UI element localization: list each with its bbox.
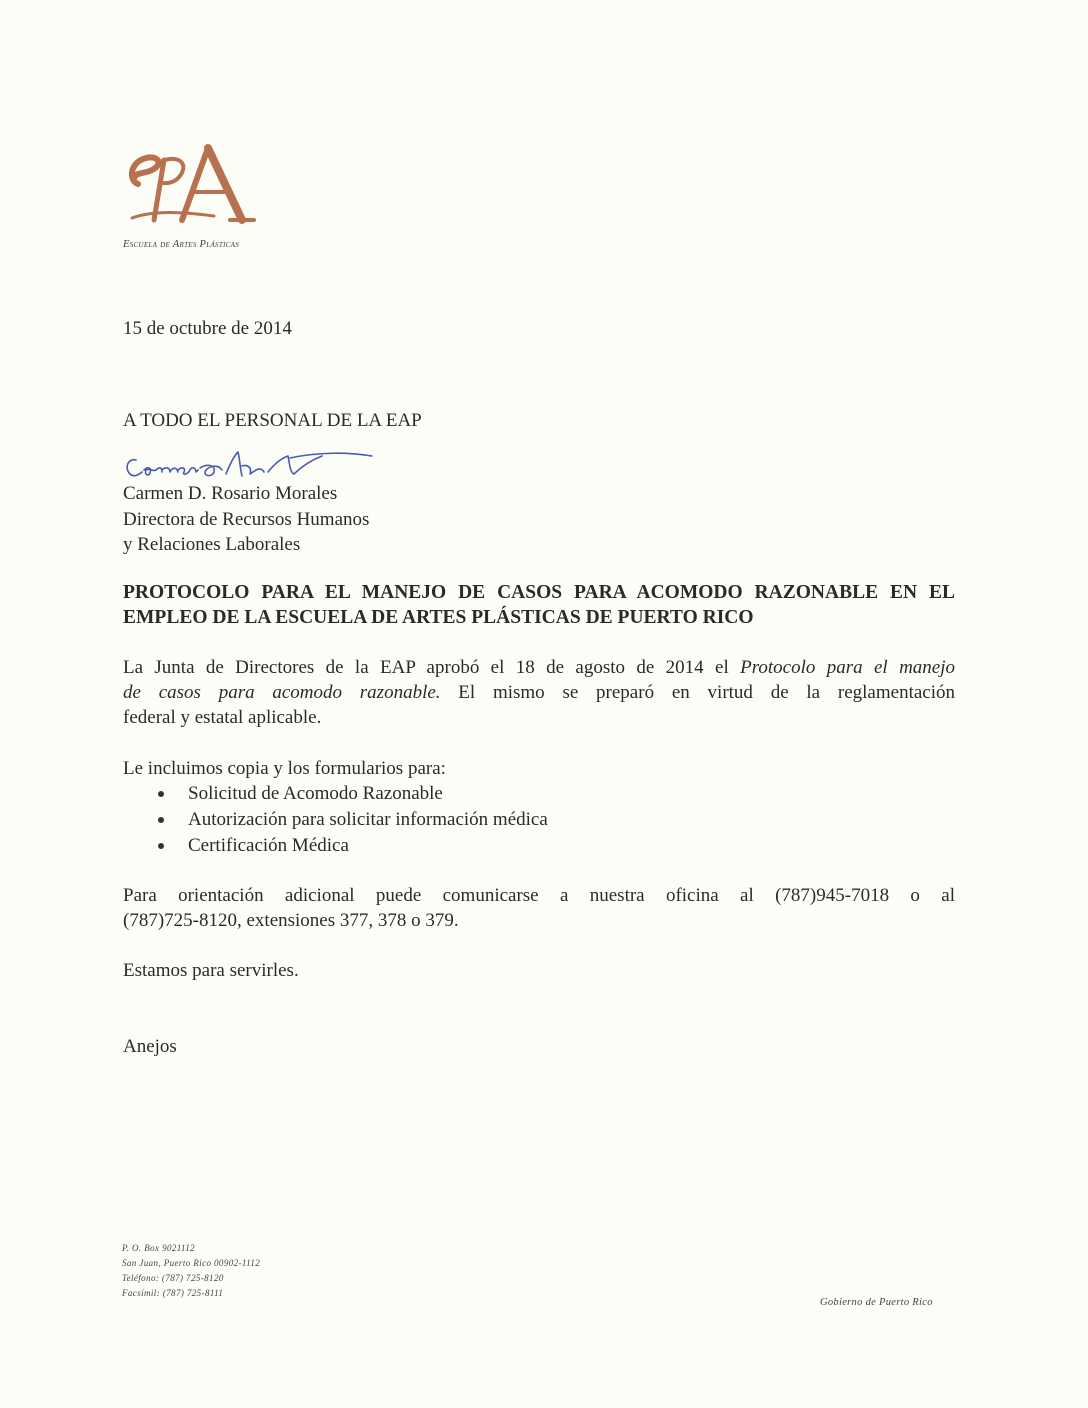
footer-po-box: P. O. Box 9021112 xyxy=(122,1243,196,1253)
list-item xyxy=(158,807,548,833)
bullet-icon xyxy=(158,843,164,849)
footer-city: San Juan, Puerto Rico 00902-1112 xyxy=(122,1258,261,1268)
eap-logo xyxy=(124,140,259,230)
sender-block xyxy=(123,481,369,558)
p1-text-a: La Junta de Directores de la EAP aprobó el 18 de agosto de 2014 el xyxy=(123,657,741,678)
handwritten-signature xyxy=(122,446,377,486)
p1-text-c: federal y estatal aplicable. xyxy=(123,707,322,728)
sender-title-line2: y Relaciones Laborales xyxy=(123,534,301,555)
forms-intro: Le incluimos copia y los formularios para: xyxy=(123,758,446,779)
footer-address xyxy=(122,1241,260,1301)
letter-date: 15 de octubre de 2014 xyxy=(123,318,292,339)
list-item xyxy=(158,781,548,807)
sender-name: Carmen D. Rosario Morales xyxy=(123,483,338,504)
list-item xyxy=(158,833,548,859)
contact-line2: (787)725-8120, extensiones 377, 378 o 379. xyxy=(123,910,459,931)
eap-logo-mark xyxy=(124,140,259,230)
signature-mark xyxy=(122,446,377,486)
bullet-icon xyxy=(158,817,164,823)
institution-name: Escuela de Artes Plásticas xyxy=(123,239,240,250)
paragraph-contact xyxy=(123,883,955,933)
closing: Estamos para servirles. xyxy=(123,960,299,981)
contact-line1: Para orientación adicional puede comunicarse a nuestra oficina al (787)945-7018 o al xyxy=(123,885,955,906)
form-name: Autorización para solicitar información médica xyxy=(188,809,548,830)
p1-text-b: El mismo se preparó en virtud de la reglamentación xyxy=(440,682,955,703)
bullet-icon xyxy=(158,791,164,797)
footer-phone: Teléfono: (787) 725-8120 xyxy=(122,1273,224,1283)
footer-fax: Facsímil: (787) 725-8111 xyxy=(122,1288,224,1298)
recipient: A TODO EL PERSONAL DE LA EAP xyxy=(123,410,422,431)
subject-line1: PROTOCOLO PARA EL MANEJO DE CASOS PARA ACOMODO RAZONABLE EN EL xyxy=(123,582,955,603)
sender-title-line1: Directora de Recursos Humanos xyxy=(123,508,370,530)
subject-heading xyxy=(123,580,955,630)
paragraph-approval xyxy=(123,655,955,730)
form-name: Certificación Médica xyxy=(188,835,349,856)
attachments-note: Anejos xyxy=(123,1036,177,1057)
subject-line2: EMPLEO DE LA ESCUELA DE ARTES PLÁSTICAS DE PUERTO RICO xyxy=(123,607,754,628)
footer-government: Gobierno de Puerto Rico xyxy=(820,1297,933,1308)
form-name: Solicitud de Acomodo Razonable xyxy=(188,783,443,804)
p1-protocol-title-a: Protocolo para el manejo xyxy=(740,657,955,678)
forms-list xyxy=(158,781,548,859)
p1-protocol-title-b: de casos para acomodo razonable. xyxy=(123,682,441,703)
